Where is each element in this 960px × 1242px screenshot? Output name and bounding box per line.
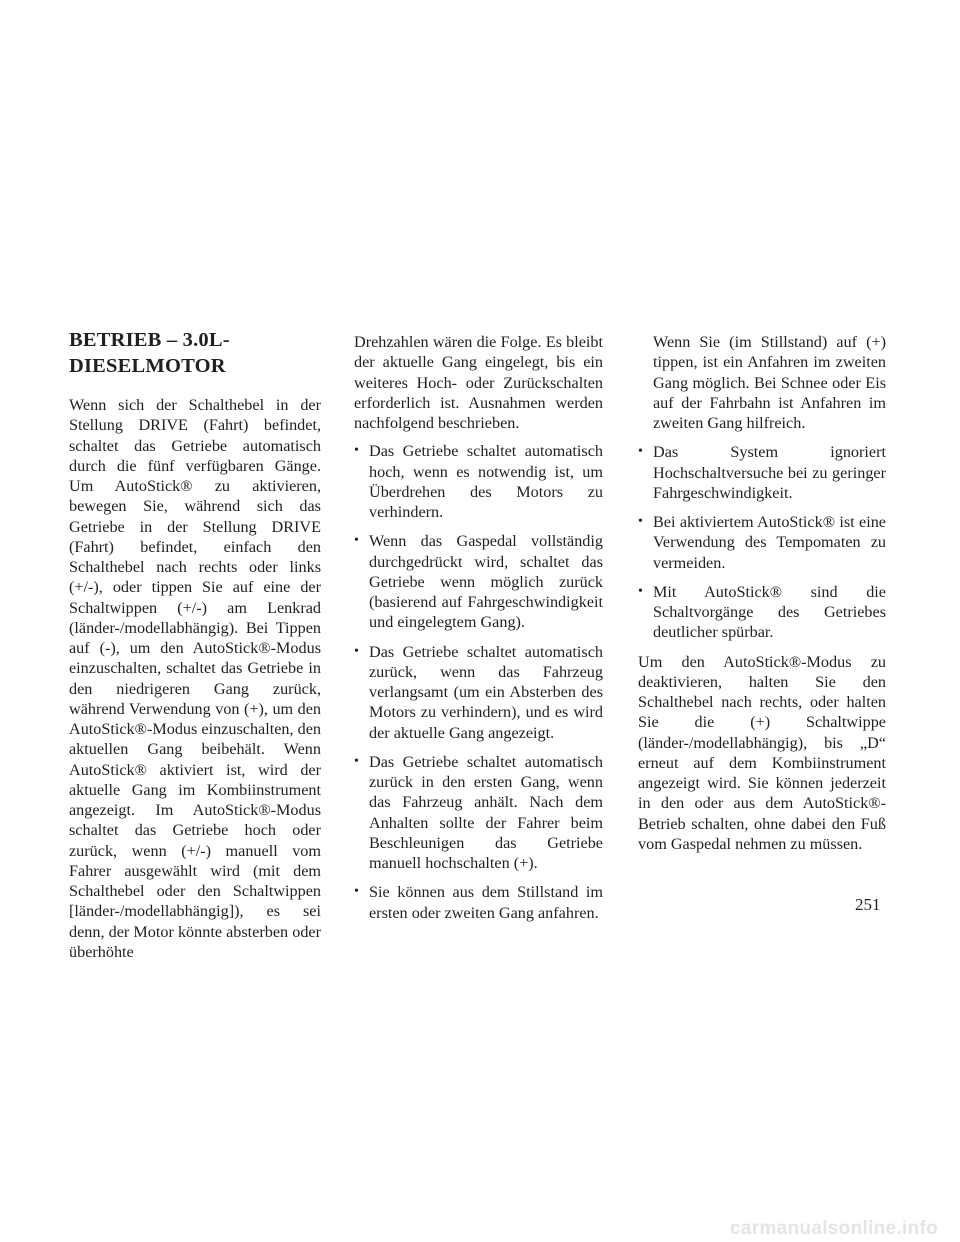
list-item-text: Das Getriebe schaltet automatisch zurück in den ersten Gang, wenn das Fahrzeug anhält. Nach dem Anhalten sollte der Fahrer beim Beschleunigen das Getriebe manuell hochschalten (+).: [369, 752, 603, 872]
bullet-icon: •: [638, 444, 643, 460]
list-item: [638, 442, 886, 503]
list-item-text: Wenn das Gaspedal vollständig durchgedrückt wird, schaltet das Getriebe wenn möglich zurück (basierend auf Fahrgeschwindigkeit und eingelegtem Gang).: [369, 532, 603, 632]
column-right: [638, 332, 886, 854]
bullet-icon: •: [354, 643, 359, 659]
list-item: [638, 512, 886, 573]
column-left: [69, 327, 321, 962]
deactivation-paragraph: Um den AutoStick®-Modus zu deaktivieren, halten Sie den Schalthebel nach rechts, oder halten Sie die (+) Schaltwippe (länder-/modellabhängig), bis „D“ erneut auf dem Kombiinstrument angezeigt wird. Sie können jederzeit in den oder aus dem AutoStick®-Betrieb schalten, ohne dabei den Fuß vom Gaspedal nehmen zu müssen.: [638, 652, 886, 853]
list-item: [354, 752, 603, 874]
watermark: carmanualsonline.info: [730, 1218, 938, 1239]
intro-paragraph: Wenn sich der Schalthebel in der Stellung DRIVE (Fahrt) befindet, schaltet das Getriebe automatisch durch die fünf verfügbaren Gänge. Um AutoStick® zu aktivieren, bewegen Sie, während sich das Getriebe in der Stellung DRIVE (Fahrt) befindet, einfach den Schalthebel nach rechts oder links (+/-), oder tippen Sie auf eine der Schaltwippen (+/-) am Lenkrad (länder-/modellabhängig). Bei Tippen auf (-), um den AutoStick®-Modus einzuschalten, schaltet das Getriebe in den niedrigeren Gang zurück, während Verwendung von (+), um den AutoStick®-Modus einzuschalten, den aktuellen Gang beibehält. Wenn AutoStick® aktiviert ist, wird der aktuelle Gang im Kombiinstrument angezeigt. Im AutoStick®-Modus schaltet das Getriebe hoch oder zurück, wenn (+/-) manuell vom Fahrer ausgewählt wird (mit dem Schalthebel oder den Schaltwippen [länder-/modellabhängig]), es sei denn, der Motor könnte absterben oder überhöhte: [69, 396, 321, 961]
list-item-text: Das Getriebe schaltet automatisch hoch, wenn es notwendig ist, um Überdrehen des Motors zu verhindern.: [369, 442, 603, 521]
page-number: 251: [855, 895, 881, 914]
list-item: [354, 441, 603, 522]
list-item-text: Das System ignoriert Hochschaltversuche bei zu geringer Fahrgeschwindigkeit.: [653, 443, 886, 502]
list-item: [354, 531, 603, 632]
bullet-icon: •: [354, 884, 359, 900]
list-item-text: Sie können aus dem Stillstand im ersten oder zweiten Gang anfahren.: [369, 883, 603, 922]
section-heading: [69, 327, 321, 379]
list-item-text: Mit AutoStick® sind die Schaltvorgänge des Getriebes deutlicher spürbar.: [653, 582, 886, 642]
list-item-continuation: Wenn Sie (im Stillstand) auf (+) tippen, ist ein Anfahren im zweiten Gang möglich. Bei Schnee oder Eis auf der Fahrbahn ist Anfahren im zweiten Gang hilfreich.: [653, 333, 886, 432]
bullet-icon: •: [354, 753, 359, 769]
section-heading-line2: DIESELMOTOR: [69, 355, 226, 377]
list-item-text: Das Getriebe schaltet automatisch zurück, wenn das Fahrzeug verlangsamt (um ein Absterben des Motors zu verhindern), und es wird der aktuelle Gang angezeigt.: [369, 642, 603, 742]
bullet-icon: •: [638, 514, 643, 529]
bullet-icon: •: [638, 583, 643, 599]
section-heading-line1: BETRIEB – 3.0L-: [69, 329, 230, 351]
autostick-notes-list: [638, 442, 886, 642]
column-middle: [354, 332, 603, 932]
continued-paragraph: Drehzahlen wären die Folge. Es bleibt der aktuelle Gang eingelegt, bis ein weiteres Hoch- oder Zurückschalten erforderlich ist. Ausnahmen werden nachfolgend beschrieben.: [354, 333, 603, 432]
bullet-icon: •: [354, 443, 359, 459]
list-item: [638, 582, 886, 643]
bullet-icon: •: [354, 533, 359, 549]
list-item-text: Bei aktiviertem AutoStick® ist eine Verwendung des Tempomaten zu vermeiden.: [653, 513, 886, 572]
exceptions-list: [354, 441, 603, 923]
list-item: [354, 882, 603, 923]
list-item: [354, 642, 603, 743]
